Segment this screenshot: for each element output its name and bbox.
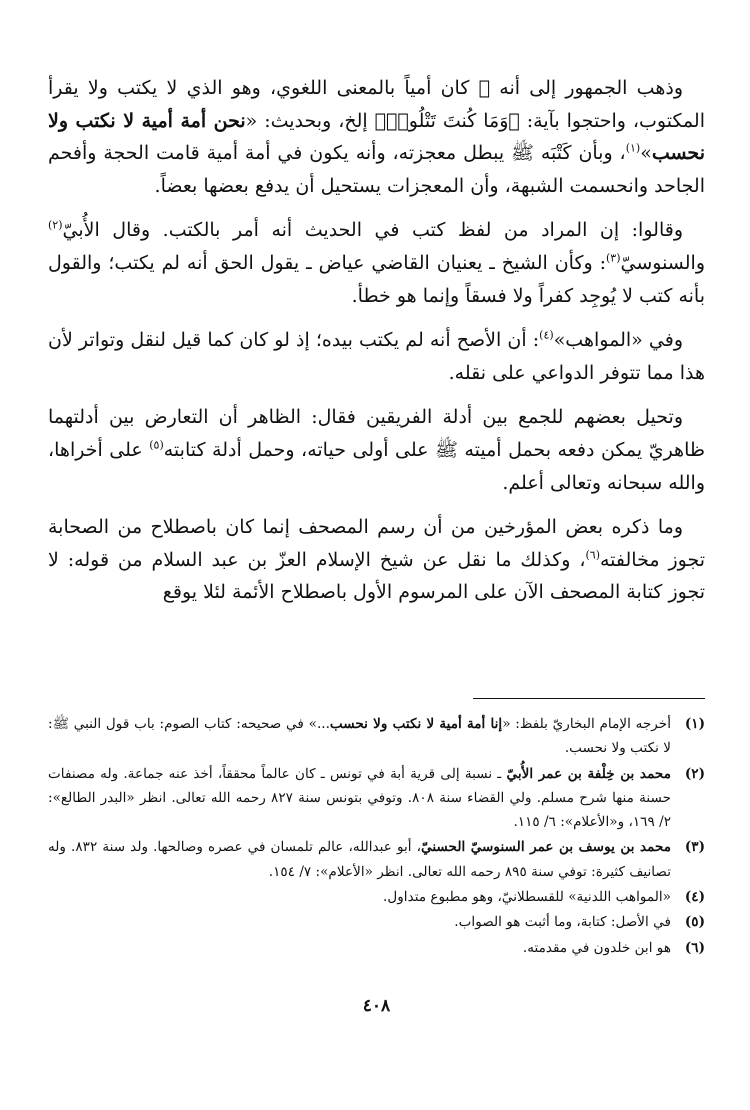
- footnote-text-run: ـ نسبة إلى قرية أبة في تونس ـ كان عالماً محققاً، أخذ عنه جماعة. وله مصنفات حسنة منها شرح مسلم. ولي القضاء سنة ٨٠٨. وتوفي بتونس سنة ٨٢٧ رحمه الله تعالى. انظر «البدر الطالع»: ٢/ ١٦٩، و«الأعلام»: ٦/ ١١٥.: [48, 765, 671, 831]
- text-run: : وكأن الشيخ ـ يعنيان القاضي عياض ـ يقول الحق أنه لم يكتب؛ والقول بأنه كتب لا يُوجِد كفراً ولا فسقاً وإنما هو خطأ.: [48, 251, 705, 307]
- footnote-ref-1[interactable]: (١): [625, 141, 641, 155]
- text-run: والسنوسيّ: [620, 251, 705, 274]
- footnote-text-run: هو ابن خلدون في مقدمته.: [522, 939, 671, 956]
- footnote-5: [48, 910, 705, 934]
- text-run: وفي «المواهب»: [553, 329, 683, 352]
- footnote-1: [48, 712, 705, 761]
- text-run: وذهب الجمهور إلى أنه ﷺ كان أمياً بالمعنى اللغوي، وهو الذي لا يكتب ولا يقرأ المكتوب، واحتجوا بآية: ﴿وَمَا كُنتَ تَتْلُوا۟﴾ إلخ، وبحديث: «: [48, 77, 705, 132]
- footnote-bold-run: محمد بن خِلْفة بن عمر الأُبيّ: [506, 765, 671, 782]
- text-run: »: [640, 142, 652, 165]
- paragraph-2: [48, 214, 705, 312]
- text-run: وقالوا: إن المراد من لفظ كتب في الحديث أنه أمر بالكتب. وقال الأُبيّ: [62, 219, 683, 242]
- paragraph-5: [48, 511, 705, 609]
- footnotes-section: [48, 712, 705, 961]
- text-run: على أخراها، والله سبحانه وتعالى أعلم.: [48, 438, 705, 494]
- footnote-number: (٤): [684, 889, 705, 906]
- footnote-4: [48, 885, 705, 909]
- footnote-ref-3[interactable]: (٣): [605, 251, 621, 265]
- footnote-text-run: «المواهب اللدنية» للقسطلانيّ، وهو مطبوع متداول.: [383, 889, 671, 906]
- body-text: [48, 72, 705, 609]
- footnote-2: [48, 762, 705, 835]
- footnote-number: (٥): [684, 914, 705, 931]
- footnote-text: [48, 910, 671, 934]
- paragraph-3: [48, 324, 705, 389]
- paragraph-4: [48, 401, 705, 499]
- footnote-text: [48, 936, 671, 960]
- footnote-text: [48, 762, 671, 835]
- footnote-text-run: ...» في صحيحه: كتاب الصوم: باب قول النبي ﷺ: لا نكتب ولا نحسب.: [48, 716, 671, 757]
- text-run: ، وكذلك ما نقل عن شيخ الإسلام العزّ بن عبد السلام من قوله: لا تجوز كتابة المصحف الآن على المرسوم الأول باصطلاح الأئمة لئلا يوقع: [48, 548, 705, 604]
- paragraph-1: [48, 72, 705, 202]
- footnote-divider: [473, 698, 705, 699]
- text-run: ، وبأن كَتْبَه ﷺ يبطل معجزته، وأنه يكون في أمة أمية قامت الحجة وأفحم الجاحد وانحسمت الشبهة، وأن المعجزات يستحيل أن يدفع بعضها بعضاً.: [48, 142, 705, 197]
- footnote-6: [48, 936, 705, 960]
- footnote-3: [48, 835, 705, 884]
- footnote-number: (٦): [684, 939, 705, 956]
- footnote-ref-4[interactable]: (٤): [539, 328, 554, 342]
- footnote-text-run: أخرجه الإمام البخاريّ بلفظ: «: [502, 716, 671, 732]
- footnote-text: [48, 712, 671, 761]
- footnote-text: [48, 835, 671, 884]
- footnote-text-run: في الأصل: كتابة، وما أثبت هو الصواب.: [454, 914, 671, 931]
- footnote-text: [48, 885, 671, 909]
- footnote-number: (١): [684, 716, 705, 732]
- footnote-ref-6[interactable]: (٦): [585, 548, 600, 562]
- footnote-bold-run: إنا أمة أمية لا نكتب ولا نحسب: [329, 716, 503, 732]
- text-run: : أن الأصح أنه لم يكتب بيده؛ إذ لو كان كما قيل لنقل وتواتر لأن هذا مما تتوفر الدواعي على نقله.: [48, 329, 705, 384]
- footnote-text-run: ، أبو عبدالله، عالم تلمسان في عصره وصالحها. ولد سنة ٨٣٢. وله تصانيف كثيرة: توفي سنة ٨٩٥ رحمه الله تعالى. انظر «الأعلام»: ٧/ ١٥٤.: [48, 839, 671, 880]
- footnote-ref-2[interactable]: (٢): [48, 219, 63, 233]
- hadith-quote: نحن أمة أمية لا نكتب ولا نحسب: [48, 109, 705, 165]
- document-page: [48, 72, 705, 1092]
- page-number: ٤٠٨: [362, 996, 391, 1016]
- footnote-number: (٣): [684, 839, 705, 856]
- text-run: وما ذكره بعض المؤرخين من أن رسم المصحف إنما كان باصطلاح من الصحابة تجوز مخالفته: [48, 516, 705, 571]
- footnote-number: (٢): [684, 765, 705, 782]
- footnote-bold-run: محمد بن يوسف بن عمر السنوسيّ الحسنيّ: [420, 839, 671, 856]
- footnote-ref-5[interactable]: (٥): [149, 438, 164, 452]
- text-run: وتحيل بعضهم للجمع بين أدلة الفريقين فقال: الظاهر أن التعارض بين أدلتهما ظاهريّ يمكن دفعه بحمل أميته ﷺ على أولى حياته، وحمل أدلة كتابته: [48, 406, 705, 461]
